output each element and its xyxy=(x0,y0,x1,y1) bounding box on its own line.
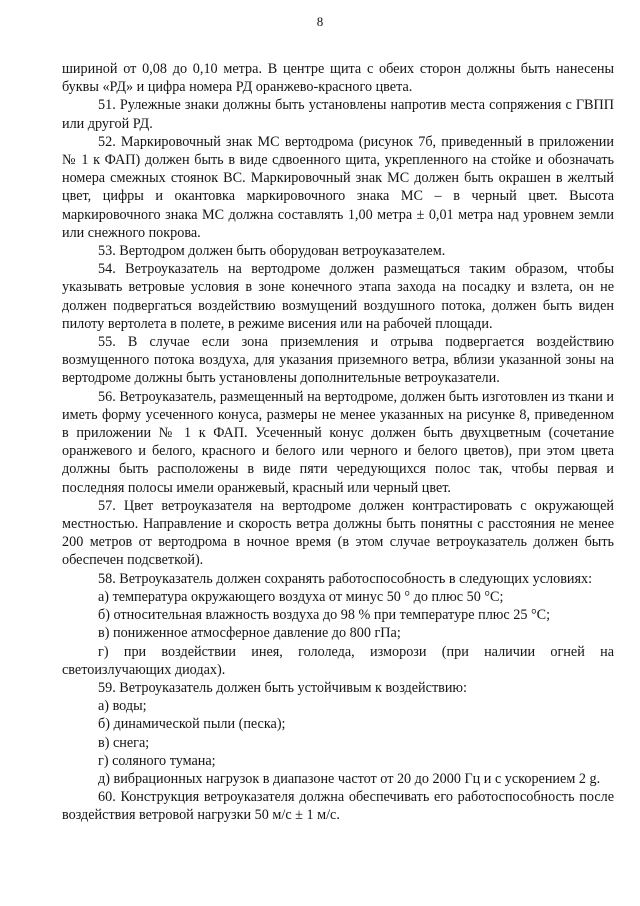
paragraph: 54. Ветроуказатель на вертодроме должен размещаться таким образом, чтобы указывать ветровые условия в зоне конечного этапа захода на посадку и взлета, он не должен подвергаться воздействию возмущений воздушного потока, должен быть виден пилоту вертолета в полете, в режиме висения или на рабочей площади. xyxy=(62,261,614,332)
paragraph: 52. Маркировочный знак МС вертодрома (рисунок 7б, приведенный в приложении № 1 к ФАП) должен быть в виде сдвоенного щита, укрепленного на стойке и обозначать номера смежных стоянок ВС. Маркировочный знак МС должен быть окрашен в желтый цвет, цифры и окантовка маркировочного знака МС – в черный цвет. Высота маркировочного знака МС должна составлять 1,00 метра ± 0,01 метра над уровнем земли или снежного покрова. xyxy=(62,133,614,241)
list-item: д) вибрационных нагрузок в диапазоне частот от 20 до 2000 Гц и с ускорением 2 g. xyxy=(98,770,601,787)
list-item: г) при воздействии инея, гололеда, изморози (при наличии огней на светоизлучающих диодах). xyxy=(62,643,614,678)
paragraph: 51. Рулежные знаки должны быть установлены напротив места сопряжения с ГВПП или другой РД. xyxy=(62,97,614,132)
paragraph: 53. Вертодром должен быть оборудован ветроуказателем. xyxy=(98,243,446,260)
document-body xyxy=(62,60,614,825)
paragraph: 59. Ветроуказатель должен быть устойчивым к воздействию: xyxy=(98,679,467,696)
paragraph: 57. Цвет ветроуказателя на вертодроме должен контрастировать с окружающей местностью. Направление и скорость ветра должны быть понятны с расстояния не менее 200 метров от вертодрома в ночное время (в этом случае ветроуказатель должен быть обеспечен подсветкой). xyxy=(62,497,614,569)
list-item: в) пониженное атмосферное давление до 800 гПа; xyxy=(98,625,401,642)
paragraph: 58. Ветроуказатель должен сохранять работоспособность в следующих условиях: xyxy=(98,570,593,587)
paragraph: шириной от 0,08 до 0,10 метра. В центре щита с обеих сторон должны быть нанесены буквы «РД» и цифра номера РД оранжево-красного цвета. xyxy=(62,61,614,96)
page-number: 8 xyxy=(316,14,324,29)
list-item: а) температура окружающего воздуха от минус 50 ° до плюс 50 °С; xyxy=(98,588,504,605)
list-item: б) динамической пыли (песка); xyxy=(98,716,286,733)
paragraph: 60. Конструкция ветроуказателя должна обеспечивать его работоспособность после воздействия ветровой нагрузки 50 м/с ± 1 м/с. xyxy=(62,789,614,824)
paragraph: 55. В случае если зона приземления и отрыва подвергается воздействию возмущенного потока воздуха, для указания приземного ветра, вблизи указанной зоны на вертодроме должны быть установлены дополнительные ветроуказатели. xyxy=(62,334,614,387)
list-item: в) снега; xyxy=(98,734,150,751)
list-item: а) воды; xyxy=(98,698,147,715)
list-item: г) соляного тумана; xyxy=(98,752,216,769)
paragraph: 56. Ветроуказатель, размещенный на вертодроме, должен быть изготовлен из ткани и иметь форму усеченного конуса, размеры не менее указанных на рисунке 8, приведенном в приложении № 1 к ФАП. Усеченный конус должен быть двухцветным (сочетание оранжевого и белого, красного и белого или черного и белого цветов), при этом цвета должны быть расположены в виде пяти чередующихся полос так, чтобы первая и последняя полосы имели оранжевый, красный или черный цвет. xyxy=(62,388,614,496)
list-item: б) относительная влажность воздуха до 98 % при температуре плюс 25 °С; xyxy=(98,607,551,624)
